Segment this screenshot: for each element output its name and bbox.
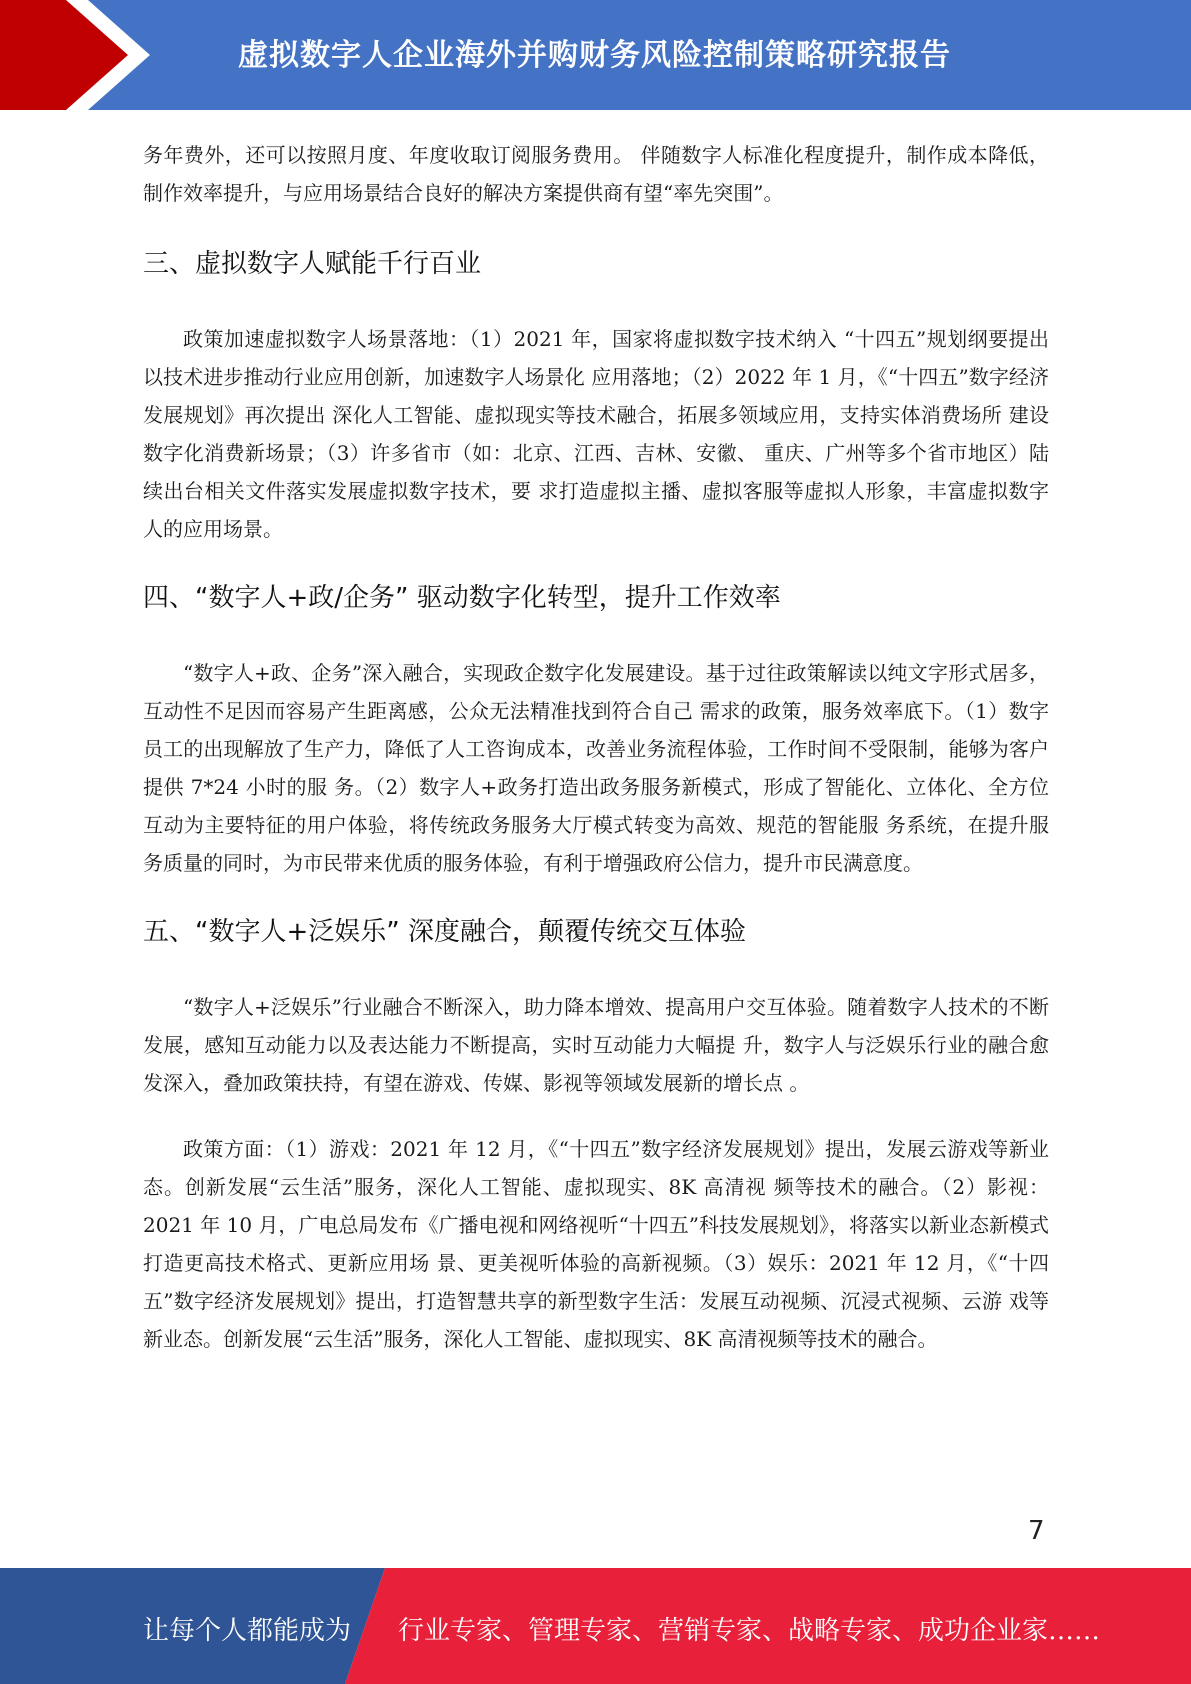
page-header [0,0,1191,110]
section-3-heading: 三、虚拟数字人赋能千行百业 [143,249,482,279]
footer-slogan-left: 让每个人都能成为 [143,1616,352,1646]
page-footer [0,1568,1191,1684]
section-4-heading: 四、“数字人+政/企务” 驱动数字化转型，提升工作效率 [143,583,781,613]
section-3-paragraph: 政策加速虚拟数字人场景落地：（1）2021 年，国家将虚拟数字技术纳入 “十四五”规划纲要提出以技术进步推动行业应用创新，加速数字人场景化 应用落地；（2）2022 年 1 月，《“十四五”数字经济发展规划》再次提出 深化人工智能、虚拟现实等技术融合，拓展多领域应用，支持实体消费场所 建设数字化消费新场景；（3）许多省市（如：北京、江西、吉林、安徽、 重庆、广州等多个省市地区）陆续出台相关文件落实发展虚拟数字技术，要 求打造虚拟主播、虚拟客服等虚拟人形象，丰富虚拟数字人的应用场景。 [143,327,1049,541]
page-number: 7 [1028,1516,1045,1546]
section-5-heading: 五、“数字人+泛娱乐” 深度融合，颠覆传统交互体验 [143,917,746,947]
section-5-paragraph-1: “数字人+泛娱乐”行业融合不断深入，助力降本增效、提高用户交互体验。随着数字人技术的不断发展，感知互动能力以及表达能力不断提高，实时互动能力大幅提 升，数字人与泛娱乐行业的融合愈发深入，叠加政策扶持，有望在游戏、传媒、影视等领域发展新的增长点 。 [143,995,1049,1095]
document-body [143,136,1049,1358]
section-5-paragraph-2: 政策方面：（1）游戏：2021 年 12 月，《“十四五”数字经济发展规划》提出，发展云游戏等新业态。创新发展“云生活”服务，深化人工智能、虚拟现实、8K 高清视 频等技术的融合。（2）影视：2021 年 10 月，广电总局发布《广播电视和网络视听“十四五”科技发展规划》，将落实以新业态新模式打造更高技术格式、更新应用场 景、更美视听体验的高新视频。（3）娱乐：2021 年 12 月，《“十四五”数字经济发展规划》提出，打造智慧共享的新型数字生活：发展互动视频、沉浸式视频、云游 戏等新业态。创新发展“云生活”服务，深化人工智能、虚拟现实、8K 高清视频等技术的融合。 [143,1137,1049,1351]
header-title: 虚拟数字人企业海外并购财务风险控制策略研究报告 [238,38,951,73]
footer-slogan-right: 行业专家、管理专家、营销专家、战略专家、成功企业家…… [398,1616,1101,1646]
section-4-paragraph: “数字人+政、企务”深入融合，实现政企数字化发展建设。基于过往政策解读以纯文字形式居多，互动性不足因而容易产生距离感，公众无法精准找到符合自己 需求的政策，服务效率底下。（1）数字员工的出现解放了生产力，降低了人工咨询成本，改善业务流程体验，工作时间不受限制，能够为客户提供 7*24 小时的服 务。（2）数字人+政务打造出政务服务新模式，形成了智能化、立体化、全方位互动为主要特征的用户体验，将传统政务服务大厅模式转变为高效、规范的智能服 务系统，在提升服务质量的同时，为市民带来优质的服务体验，有利于增强政府公信力，提升市民满意度。 [143,661,1049,875]
intro-paragraph: 务年费外，还可以按照月度、年度收取订阅服务费用。 伴随数字人标准化程度提升，制作成本降低，制作效率提升，与应用场景结合良好的解决方案提供商有望“率先突围”。 [143,143,1049,205]
